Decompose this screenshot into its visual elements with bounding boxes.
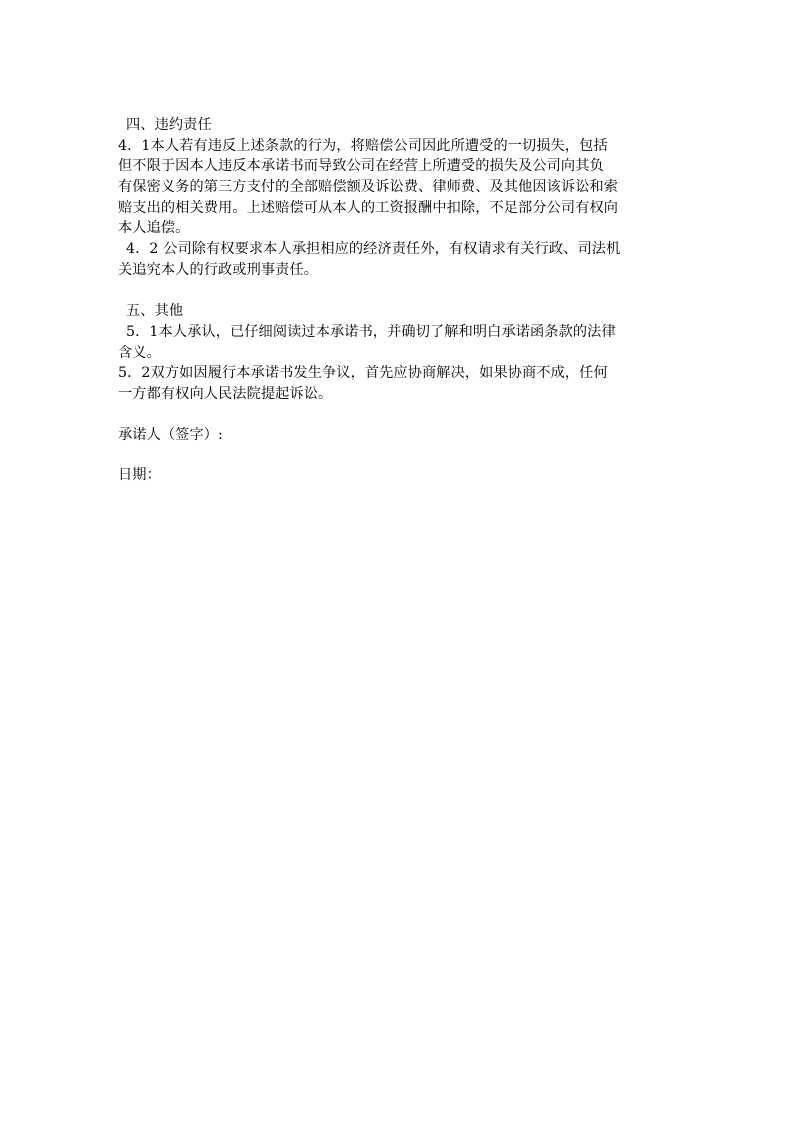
clause-4-2-line-2: 关追究本人的行政或刑事责任。: [118, 261, 319, 278]
paragraph-spacer: [118, 445, 676, 465]
signer-label: 承诺人（签字）:: [118, 426, 223, 443]
clause-5-2-line-1: 5．2双方如因履行本承诺书发生争议，首先应协商解决，如果协商不成，任何: [118, 365, 608, 382]
clause-5-2-line-2: 一方都有权向人民法院提起诉讼。: [118, 385, 333, 402]
clause-4-1-line-4: 赔支出的相关费用。上述赔偿可从本人的工资报酬中扣除，不足部分公司有权向: [118, 199, 619, 216]
paragraph-spacer: [118, 405, 676, 425]
clause-5-1-line-1: 5．1本人承认，已仔细阅读过本承诺书，并确切了解和明白承诺函条款的法律: [126, 323, 616, 340]
date-label: 日期：: [118, 467, 161, 484]
document-body: [118, 115, 676, 486]
clause-4-1-line-5: 本人追偿。: [118, 220, 190, 237]
clause-4-1-line-2: 但不限于因本人违反本承诺书而导致公司在经营上所遭受的损失及公司向其负: [118, 158, 604, 175]
clause-4-1-line-3: 有保密义务的第三方支付的全部赔偿额及诉讼费、律师费、及其他因该诉讼和索: [118, 179, 619, 196]
clause-4-2-line-1: 4．2 公司除有权要求本人承担相应的经济责任外，有权请求有关行政、司法机: [126, 241, 621, 258]
section-heading-other: 五、其他: [126, 303, 184, 320]
clause-4-1-line-1: 4．1本人若有违反上述条款的行为，将赔偿公司因此所遭受的一切损失，包括: [118, 137, 608, 154]
section-heading-breach: 四、违约责任: [126, 117, 212, 133]
paragraph-spacer: [118, 281, 676, 302]
clause-5-1-line-2: 含义。: [118, 344, 161, 361]
